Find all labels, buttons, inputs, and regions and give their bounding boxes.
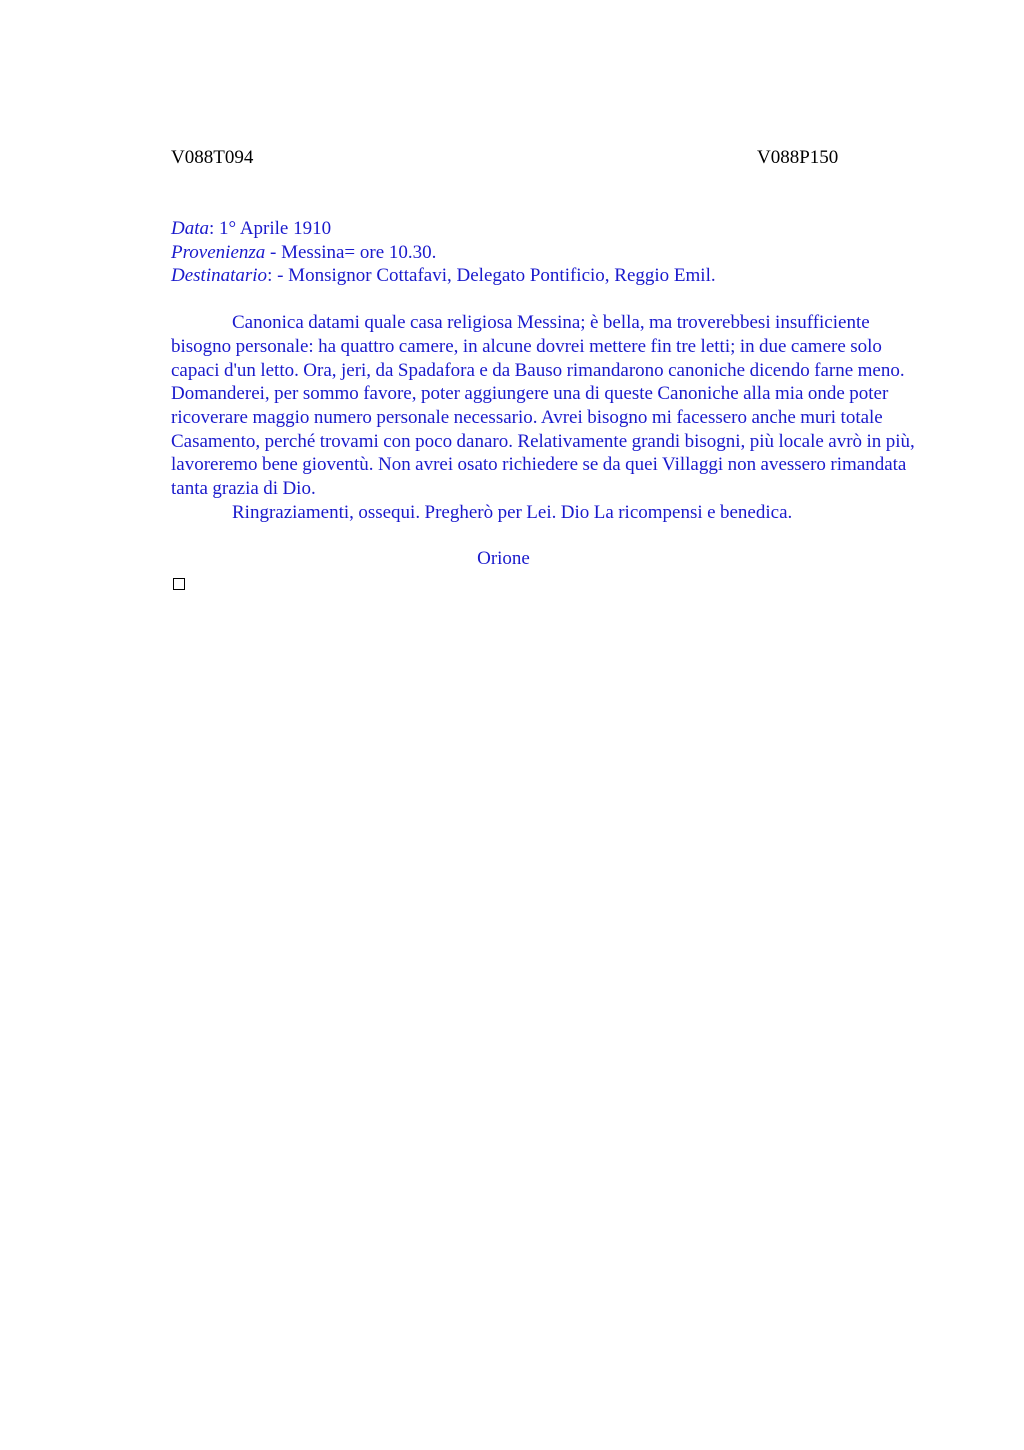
date-separator: : bbox=[209, 218, 220, 239]
document-page bbox=[171, 146, 931, 571]
recipient-line bbox=[171, 264, 931, 288]
signature: Orione bbox=[477, 548, 530, 570]
body-paragraph-2: Ringraziamenti, ossequi. Pregherò per Lei. Dio La ricompensi e benedica. bbox=[232, 501, 793, 523]
origin-value: - Messina= ore 10.30. bbox=[265, 241, 437, 263]
date-label: Data bbox=[171, 218, 209, 239]
document-code-right: V088P150 bbox=[757, 147, 839, 168]
recipient-value: : - Monsignor Cottafavi, Delegato Pontificio, Reggio Emil. bbox=[267, 265, 716, 287]
date-line bbox=[171, 217, 931, 241]
date-value: 1° Aprile 1910 bbox=[219, 218, 332, 239]
origin-label: Provenienza bbox=[171, 241, 266, 263]
telegram-metadata bbox=[171, 217, 931, 288]
telegram-body bbox=[171, 311, 931, 524]
body-paragraph-1: Canonica datami quale casa religiosa Messina; è bella, ma troverebbesi insufficiente bisogno personale: ha quattro camere, in alcune dovrei mettere fin tre letti; in due camere solo capaci d'un letto. Ora, jeri, da Spadafora e da Bauso rimandarono canoniche dicendo farne meno. Domanderei, per sommo favore, poter aggiungere una di queste Canoniche alla mia onde poter ricoverare maggio numero personale necessario. Avrei bisogno mi facessero anche muri totale Casamento, perché trovami con poco danaro. Relativamente grandi bisogni, più locale avrò in più, lavoreremo bene gioventù. Non avrei osato richiedere se da quei Villaggi non avessero rimandata tanta grazia di Dio. bbox=[171, 312, 915, 500]
origin-line bbox=[171, 241, 931, 265]
end-marker-box bbox=[173, 578, 185, 590]
document-header bbox=[171, 146, 931, 170]
document-code-left: V088T094 bbox=[171, 147, 254, 168]
recipient-label: Destinatario bbox=[171, 265, 268, 287]
